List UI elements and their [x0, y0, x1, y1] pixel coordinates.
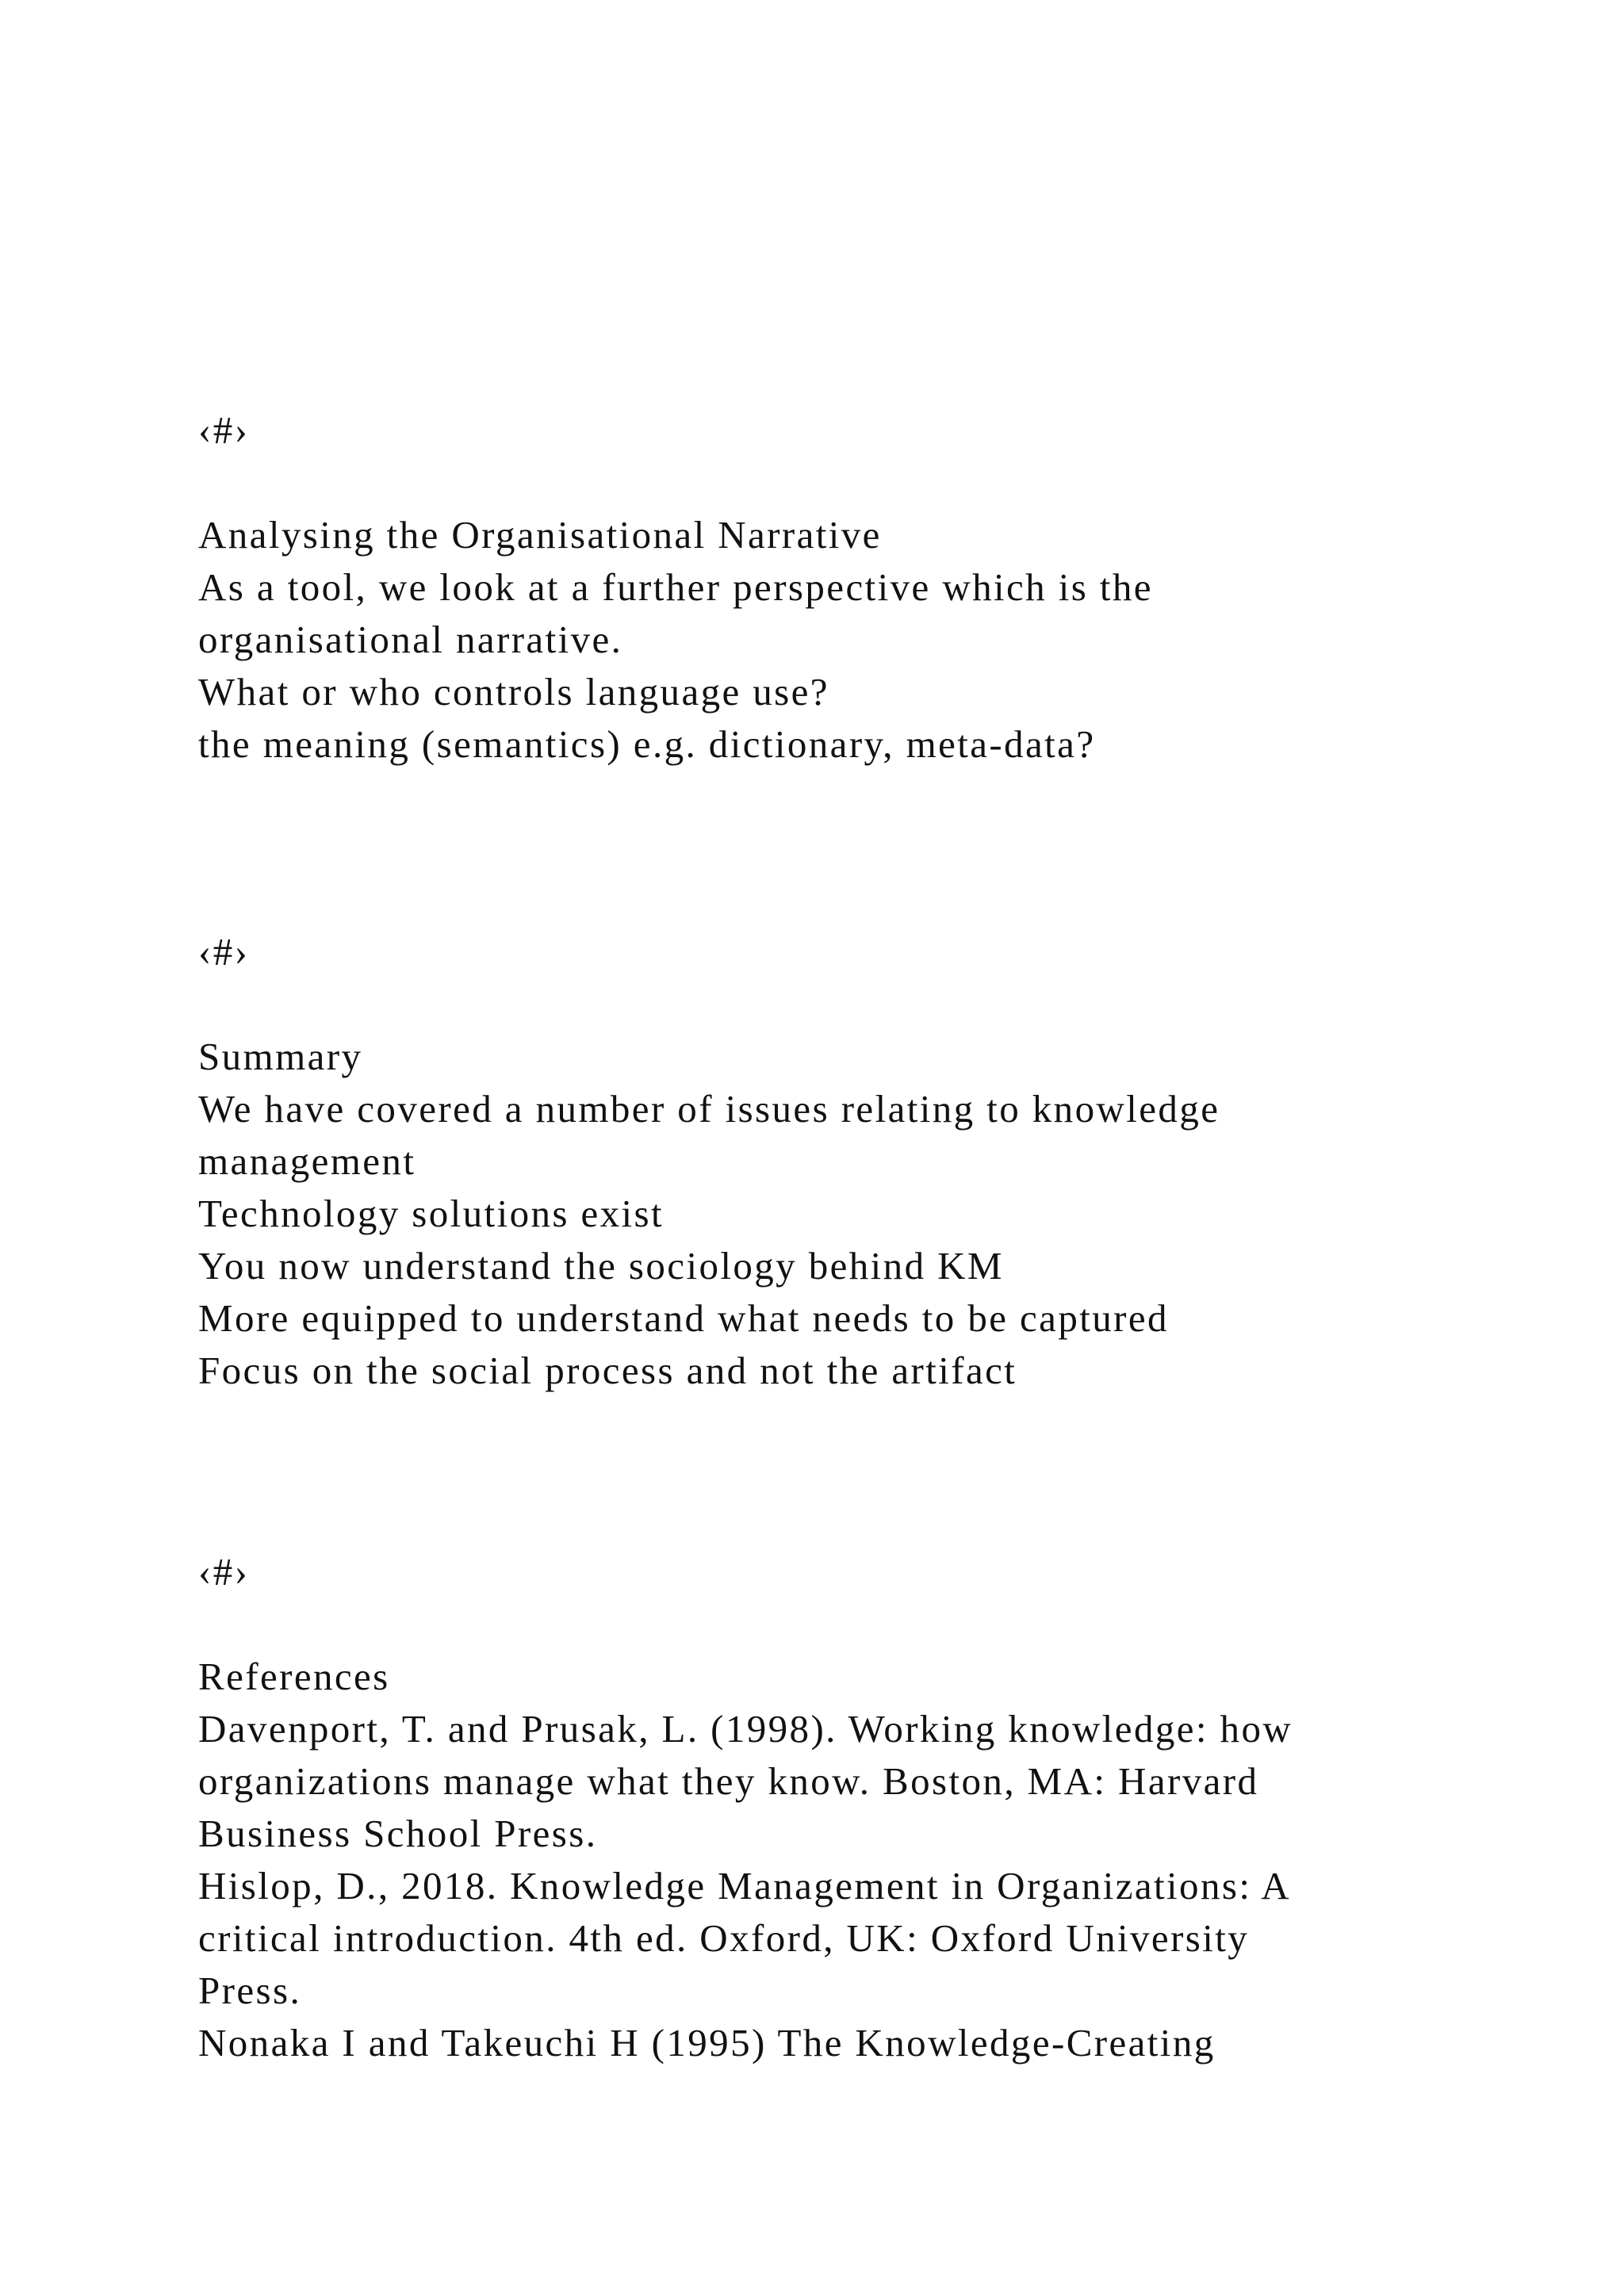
text-line: Focus on the social process and not the artifact [198, 1349, 1017, 1392]
reference-line: Business School Press. [198, 1812, 598, 1855]
section-heading: Summary [198, 1035, 363, 1078]
text-line: management [198, 1139, 416, 1183]
reference-line: organizations manage what they know. Boston, MA: Harvard [198, 1759, 1259, 1803]
slide-section-narrative [198, 404, 1499, 771]
reference-line: critical introduction. 4th ed. Oxford, UK: Oxford University [198, 1916, 1250, 1960]
section-heading: References [198, 1655, 390, 1698]
slide-section-summary [198, 926, 1499, 1397]
text-line: What or who controls language use? [198, 670, 829, 714]
text-line: Technology solutions exist [198, 1192, 665, 1235]
reference-line: Press. [198, 1969, 302, 2012]
slide-section-references [198, 1546, 1499, 2069]
text-line: the meaning (semantics) e.g. dictionary, meta-data? [198, 722, 1096, 766]
section-heading: Analysing the Organisational Narrative [198, 513, 882, 557]
text-line: You now understand the sociology behind KM [198, 1244, 1004, 1288]
text-line: As a tool, we look at a further perspective which is the [198, 565, 1153, 609]
text-line: We have covered a number of issues relating to knowledge [198, 1087, 1220, 1131]
text-line: organisational narrative. [198, 618, 623, 661]
reference-line: Nonaka I and Takeuchi H (1995) The Knowledge-Creating [198, 2021, 1216, 2064]
slide-number-placeholder: ‹#› [198, 930, 250, 974]
text-line: More equipped to understand what needs to be captured [198, 1296, 1169, 1340]
reference-line: Davenport, T. and Prusak, L. (1998). Working knowledge: how [198, 1707, 1293, 1751]
slide-number-placeholder: ‹#› [198, 1550, 250, 1594]
reference-line: Hislop, D., 2018. Knowledge Management in Organizations: A [198, 1864, 1292, 1908]
slide-number-placeholder: ‹#› [198, 408, 250, 452]
